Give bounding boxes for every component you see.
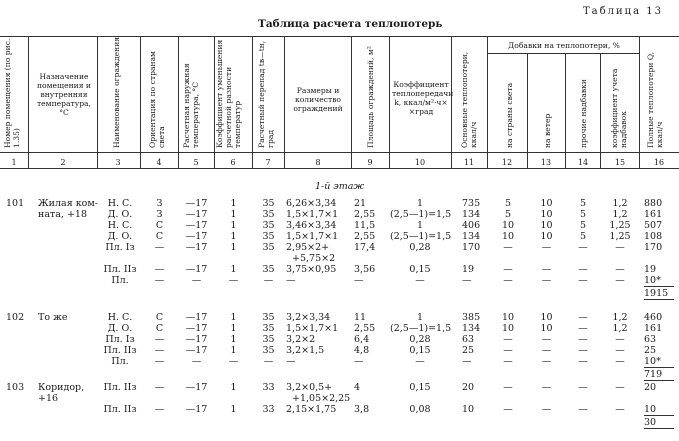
col-num-7: 7 bbox=[265, 158, 271, 167]
cell-c9: 11,5 bbox=[354, 220, 376, 231]
cell-c7: 35 bbox=[262, 323, 275, 334]
cell-c10: 0,15 bbox=[409, 382, 431, 393]
cell-c3: Пл. bbox=[111, 275, 129, 286]
col-header-16: Полные теплопотери Q, ккал/ч bbox=[646, 51, 664, 148]
cell-c16: 25 bbox=[644, 345, 657, 356]
cell-c9: — bbox=[354, 356, 364, 367]
cell-c16: 161 bbox=[644, 323, 663, 334]
cell-c6: — bbox=[228, 356, 239, 367]
cell-c13: — bbox=[541, 334, 552, 345]
cell-c12: 10 bbox=[501, 231, 515, 242]
cell-c14: 5 bbox=[579, 220, 587, 231]
cell-c14: 5 bbox=[579, 198, 587, 209]
cell-c15: — bbox=[615, 382, 625, 393]
cell-c4: — bbox=[154, 242, 165, 253]
cell-c4: — bbox=[154, 264, 165, 275]
col-header-10: Коэффициент теплопередачи k, ккал/м²·ч× ×град bbox=[392, 80, 454, 116]
cell-c13: 10 bbox=[540, 220, 553, 231]
cell-c8: 1,5×1,7×1 bbox=[286, 231, 339, 242]
cell-c7: 33 bbox=[262, 404, 275, 415]
cell-c5: —17 bbox=[185, 382, 208, 393]
cell-c10: 1 bbox=[416, 198, 424, 209]
col-header-5: Расчетная наружная температура, °С bbox=[182, 63, 200, 148]
column-number-rule bbox=[0, 168, 679, 169]
col-header-11: Основные теплопотери, ккал/ч bbox=[460, 51, 478, 148]
cell-c7: 35 bbox=[262, 334, 275, 345]
col-header-13: на ветер bbox=[543, 113, 552, 148]
cell-c8-cont: +1,05×2,25 bbox=[292, 393, 351, 404]
cell-c7: 35 bbox=[262, 345, 275, 356]
cell-c15: — bbox=[615, 334, 625, 345]
cell-c7: — bbox=[263, 275, 274, 286]
cell-c5: —17 bbox=[185, 264, 208, 275]
cell-c9: 6,4 bbox=[354, 334, 370, 345]
cell-c12: — bbox=[503, 242, 513, 253]
cell-c11: 406 bbox=[462, 220, 481, 231]
cell-c6: 1 bbox=[230, 334, 237, 345]
cell-c13: — bbox=[541, 242, 552, 253]
room-total: 1915 bbox=[644, 288, 674, 300]
cell-c13: — bbox=[541, 404, 552, 415]
cell-c8: 1,5×1,7×1 bbox=[286, 209, 339, 220]
cell-c10: (2,5—1)=1,5 bbox=[390, 231, 452, 242]
cell-c11: 170 bbox=[462, 242, 481, 253]
cell-c12: 5 bbox=[504, 209, 512, 220]
cell-c8: 3,2×2 bbox=[286, 334, 316, 345]
cell-c15: 1,25 bbox=[609, 220, 631, 231]
cell-c12: — bbox=[503, 404, 513, 415]
cell-c14: — bbox=[578, 334, 588, 345]
col-divider bbox=[284, 36, 285, 168]
cell-c12: — bbox=[503, 334, 513, 345]
cell-c15: 1,2 bbox=[612, 323, 628, 334]
col-num-10: 10 bbox=[414, 158, 426, 167]
cell-c7: 33 bbox=[262, 382, 275, 393]
cell-c15: — bbox=[615, 356, 625, 367]
col-num-14: 14 bbox=[577, 158, 589, 167]
cell-c4: — bbox=[154, 404, 165, 415]
col-divider bbox=[451, 36, 452, 168]
col-divider bbox=[487, 36, 488, 168]
cell-c7: — bbox=[263, 356, 274, 367]
cell-c7: 35 bbox=[262, 242, 275, 253]
cell-c9: 21 bbox=[354, 198, 367, 209]
cell-c9: 17,4 bbox=[354, 242, 376, 253]
cell-c6: 1 bbox=[230, 231, 237, 242]
col-divider bbox=[252, 36, 253, 168]
cell-c4: З bbox=[156, 209, 163, 220]
col-header-12: на страны света bbox=[505, 82, 514, 148]
cell-c13: 10 bbox=[540, 231, 553, 242]
cell-c8: — bbox=[286, 275, 296, 286]
cell-c4: — bbox=[154, 356, 165, 367]
cell-c16: 108 bbox=[644, 231, 663, 242]
cell-c15: — bbox=[615, 345, 625, 356]
cell-c13: — bbox=[541, 275, 552, 286]
cell-c15: 1,2 bbox=[612, 198, 628, 209]
cell-c11: 134 bbox=[462, 323, 481, 334]
cell-c13: — bbox=[541, 264, 552, 275]
cell-c6: 1 bbox=[230, 404, 237, 415]
col-header-4: Ориентация по странам света bbox=[148, 51, 166, 148]
cell-c3: Пл. Iз bbox=[105, 242, 135, 253]
room-number: 102 bbox=[6, 312, 25, 323]
cell-c13: — bbox=[541, 356, 552, 367]
cell-c15: — bbox=[615, 404, 625, 415]
table-number: Таблица 13 bbox=[583, 6, 663, 17]
cell-c8: 6,26×3,34 bbox=[286, 198, 337, 209]
cell-c6: 1 bbox=[230, 198, 237, 209]
cell-c15: — bbox=[615, 242, 625, 253]
cell-c3: Д. О. bbox=[107, 323, 133, 334]
cell-c10: — bbox=[415, 275, 425, 286]
col-num-2: 2 bbox=[60, 158, 66, 167]
cell-c16: 63 bbox=[644, 334, 657, 345]
col-num-4: 4 bbox=[156, 158, 162, 167]
cell-c9: 3,8 bbox=[354, 404, 370, 415]
cell-c5: —17 bbox=[185, 404, 208, 415]
cell-c9: 4 bbox=[354, 382, 361, 393]
cell-c15: 1,2 bbox=[612, 312, 628, 323]
cell-c10: 0,08 bbox=[409, 404, 431, 415]
cell-c4: С bbox=[155, 323, 164, 334]
cell-c12: 5 bbox=[504, 198, 512, 209]
cell-c8: 3,2×0,5+ bbox=[286, 382, 333, 393]
table-heading: Таблица расчета теплопотерь bbox=[258, 18, 443, 30]
cell-c4: С bbox=[155, 220, 164, 231]
col-header-6: Коэффициент уменьшения расчетной разности температур bbox=[215, 39, 242, 148]
cell-c5: —17 bbox=[185, 198, 208, 209]
cell-c3: Пл. IIз bbox=[103, 404, 137, 415]
col-num-8: 8 bbox=[315, 158, 321, 167]
cell-c13: 10 bbox=[540, 209, 553, 220]
cell-c14: — bbox=[578, 242, 588, 253]
cell-c3: Н. С. bbox=[107, 220, 133, 231]
cell-c3: Пл. IIз bbox=[103, 382, 137, 393]
cell-c3: Н. С. bbox=[107, 198, 133, 209]
cell-c11: — bbox=[462, 275, 472, 286]
cell-c14: — bbox=[578, 275, 588, 286]
header-bottom-rule bbox=[0, 152, 679, 153]
cell-c4: С bbox=[155, 231, 164, 242]
cell-c13: 10 bbox=[540, 323, 553, 334]
cell-c5: —17 bbox=[185, 323, 208, 334]
cell-c9: — bbox=[354, 275, 364, 286]
cell-c4: — bbox=[154, 382, 165, 393]
cell-c4: С bbox=[155, 312, 164, 323]
col-num-11: 11 bbox=[463, 158, 475, 167]
cell-c16: 10* bbox=[644, 275, 674, 287]
cell-c11: 25 bbox=[462, 345, 475, 356]
col-header-9: Площадь ограждений, м² bbox=[366, 46, 375, 148]
cell-c4: З bbox=[156, 198, 163, 209]
cell-c11: 19 bbox=[462, 264, 475, 275]
col-divider bbox=[639, 36, 640, 168]
cell-c15: 1,2 bbox=[612, 209, 628, 220]
cell-c13: — bbox=[541, 345, 552, 356]
cell-c9: 2,55 bbox=[354, 231, 376, 242]
cell-c7: 35 bbox=[262, 209, 275, 220]
cell-c12: — bbox=[503, 264, 513, 275]
cell-c3: Д. О. bbox=[107, 209, 133, 220]
cell-c3: Пл. Iз bbox=[105, 334, 135, 345]
cell-c5: —17 bbox=[185, 242, 208, 253]
cell-c3: Н. С. bbox=[107, 312, 133, 323]
room-purpose: Коридор, bbox=[38, 382, 85, 393]
cell-c7: 35 bbox=[262, 264, 275, 275]
cell-c16: 10* bbox=[644, 356, 674, 368]
cell-c3: Д. О. bbox=[107, 231, 133, 242]
header-top-rule bbox=[0, 36, 679, 37]
col-header-14: прочие надбавки bbox=[579, 79, 588, 148]
col-num-12: 12 bbox=[501, 158, 513, 167]
cell-c11: 134 bbox=[462, 209, 481, 220]
cell-c14: 5 bbox=[579, 231, 587, 242]
cell-c12: — bbox=[503, 382, 513, 393]
cell-c7: 35 bbox=[262, 231, 275, 242]
cell-c15: 1,25 bbox=[609, 231, 631, 242]
col-num-15: 15 bbox=[614, 158, 626, 167]
cell-c8: 1,5×1,7×1 bbox=[286, 323, 339, 334]
cell-c11: — bbox=[462, 356, 472, 367]
col-num-3: 3 bbox=[115, 158, 121, 167]
cell-c10: 0,28 bbox=[409, 334, 431, 345]
room-total: 719 bbox=[644, 369, 674, 381]
col-header-8: Размеры и количество ограждений bbox=[293, 86, 343, 113]
cell-c12: 10 bbox=[501, 323, 515, 334]
cell-c8: 3,75×0,95 bbox=[286, 264, 337, 275]
cell-c14: — bbox=[578, 356, 588, 367]
cell-c9: 2,55 bbox=[354, 323, 376, 334]
cell-c11: 735 bbox=[462, 198, 481, 209]
cell-c6: 1 bbox=[230, 312, 237, 323]
col-num-1: 1 bbox=[11, 158, 17, 167]
cell-c3: Пл. bbox=[111, 356, 129, 367]
cell-c5: —17 bbox=[185, 209, 208, 220]
cell-c10: (2,5—1)=1,5 bbox=[390, 323, 452, 334]
cell-c6: 1 bbox=[230, 323, 237, 334]
room-purpose: То же bbox=[38, 312, 68, 323]
room-number: 101 bbox=[6, 198, 25, 209]
cell-c13: — bbox=[541, 382, 552, 393]
cell-c10: 1 bbox=[416, 220, 424, 231]
col-divider bbox=[28, 36, 29, 168]
col-header-3: Наименование ограждения bbox=[112, 36, 121, 148]
cell-c7: 35 bbox=[262, 198, 275, 209]
col-num-9: 9 bbox=[367, 158, 373, 167]
col-divider bbox=[178, 36, 179, 168]
col-header-2: Назначение помещения и внутренняя температура, °С bbox=[36, 72, 92, 117]
cell-c12: 10 bbox=[501, 220, 515, 231]
cell-c8: 2,95×2+ bbox=[286, 242, 330, 253]
col-header-15: коэффициент учета надбавок bbox=[610, 68, 628, 148]
col-header-7: Расчетный перепад tв—tн, град bbox=[257, 40, 275, 148]
cell-c7: 35 bbox=[262, 220, 275, 231]
col-divider bbox=[389, 36, 390, 168]
cell-c14: — bbox=[578, 404, 588, 415]
cell-c15: — bbox=[615, 264, 625, 275]
cell-c11: 134 bbox=[462, 231, 481, 242]
col-divider bbox=[527, 53, 528, 168]
col-divider bbox=[97, 36, 98, 168]
cell-c9: 3,56 bbox=[354, 264, 376, 275]
cell-c14: — bbox=[578, 345, 588, 356]
cell-c12: 10 bbox=[501, 312, 515, 323]
cell-c6: — bbox=[228, 275, 239, 286]
cell-c16: 507 bbox=[644, 220, 663, 231]
col-divider bbox=[600, 53, 601, 168]
col-divider bbox=[140, 36, 141, 168]
cell-c9: 11 bbox=[354, 312, 367, 323]
cell-c14: — bbox=[578, 264, 588, 275]
cell-c10: (2,5—1)=1,5 bbox=[390, 209, 452, 220]
cell-c5: — bbox=[191, 275, 202, 286]
cell-c14: — bbox=[578, 312, 588, 323]
cell-c5: —17 bbox=[185, 220, 208, 231]
cell-c8: 3,2×3,34 bbox=[286, 312, 331, 323]
cell-c13: 10 bbox=[540, 198, 553, 209]
floor-label: 1-й этаж bbox=[315, 181, 365, 192]
col-num-16: 16 bbox=[653, 158, 665, 167]
cell-c16: 460 bbox=[644, 312, 663, 323]
cell-c6: 1 bbox=[230, 209, 237, 220]
cell-c10: 1 bbox=[416, 312, 424, 323]
cell-c5: —17 bbox=[185, 312, 208, 323]
cell-c7: 35 bbox=[262, 312, 275, 323]
cell-c12: — bbox=[503, 356, 513, 367]
col-header-1: Номер помещения (по рис. 1.35) bbox=[3, 38, 21, 148]
cell-c5: —17 bbox=[185, 345, 208, 356]
additions-rule bbox=[487, 53, 639, 54]
cell-c4: — bbox=[154, 345, 165, 356]
cell-c9: 4,8 bbox=[354, 345, 370, 356]
cell-c16: 880 bbox=[644, 198, 663, 209]
cell-c6: 1 bbox=[230, 345, 237, 356]
col-num-5: 5 bbox=[193, 158, 199, 167]
cell-c11: 63 bbox=[462, 334, 475, 345]
cell-c8: 3,46×3,34 bbox=[286, 220, 337, 231]
cell-c16: 10 bbox=[644, 404, 674, 416]
cell-c9: 2,55 bbox=[354, 209, 376, 220]
cell-c11: 385 bbox=[462, 312, 481, 323]
cell-c13: 10 bbox=[540, 312, 553, 323]
cell-c11: 10 bbox=[462, 404, 475, 415]
cell-c16: 161 bbox=[644, 209, 663, 220]
cell-c8-cont: +5,75×2 bbox=[292, 253, 336, 264]
room-purpose: Жилая ком- bbox=[38, 198, 98, 209]
cell-c6: 1 bbox=[230, 264, 237, 275]
cell-c6: 1 bbox=[230, 382, 237, 393]
cell-c4: — bbox=[154, 334, 165, 345]
cell-c16: 19 bbox=[644, 264, 657, 275]
cell-c3: Пл. IIз bbox=[103, 264, 137, 275]
cell-c10: — bbox=[415, 356, 425, 367]
col-num-13: 13 bbox=[540, 158, 552, 167]
cell-c14: — bbox=[578, 382, 588, 393]
cell-c8: 2,15×1,75 bbox=[286, 404, 337, 415]
room-total: 30 bbox=[644, 417, 674, 429]
additions-header: Добавки на теплопотери, % bbox=[508, 41, 620, 50]
cell-c10: 0,15 bbox=[409, 264, 431, 275]
cell-c8: — bbox=[286, 356, 296, 367]
cell-c12: — bbox=[503, 275, 513, 286]
cell-c12: — bbox=[503, 345, 513, 356]
cell-c5: —17 bbox=[185, 334, 208, 345]
cell-c3: Пл. IIз bbox=[103, 345, 137, 356]
cell-c16: 20 bbox=[644, 382, 657, 393]
cell-c8: 3,2×1,5 bbox=[286, 345, 325, 356]
room-number: 103 bbox=[6, 382, 25, 393]
col-divider bbox=[565, 53, 566, 168]
cell-c4: — bbox=[154, 275, 165, 286]
cell-c10: 0,15 bbox=[409, 345, 431, 356]
cell-c10: 0,28 bbox=[409, 242, 431, 253]
room-purpose: ната, +18 bbox=[38, 209, 88, 220]
cell-c16: 170 bbox=[644, 242, 663, 253]
cell-c15: — bbox=[615, 275, 625, 286]
cell-c5: — bbox=[191, 356, 202, 367]
cell-c14: 5 bbox=[579, 209, 587, 220]
cell-c11: 20 bbox=[462, 382, 475, 393]
cell-c6: 1 bbox=[230, 242, 237, 253]
cell-c5: —17 bbox=[185, 231, 208, 242]
col-num-6: 6 bbox=[230, 158, 236, 167]
cell-c14: — bbox=[578, 323, 588, 334]
col-divider bbox=[351, 36, 352, 168]
room-purpose: +16 bbox=[38, 393, 59, 404]
cell-c6: 1 bbox=[230, 220, 237, 231]
